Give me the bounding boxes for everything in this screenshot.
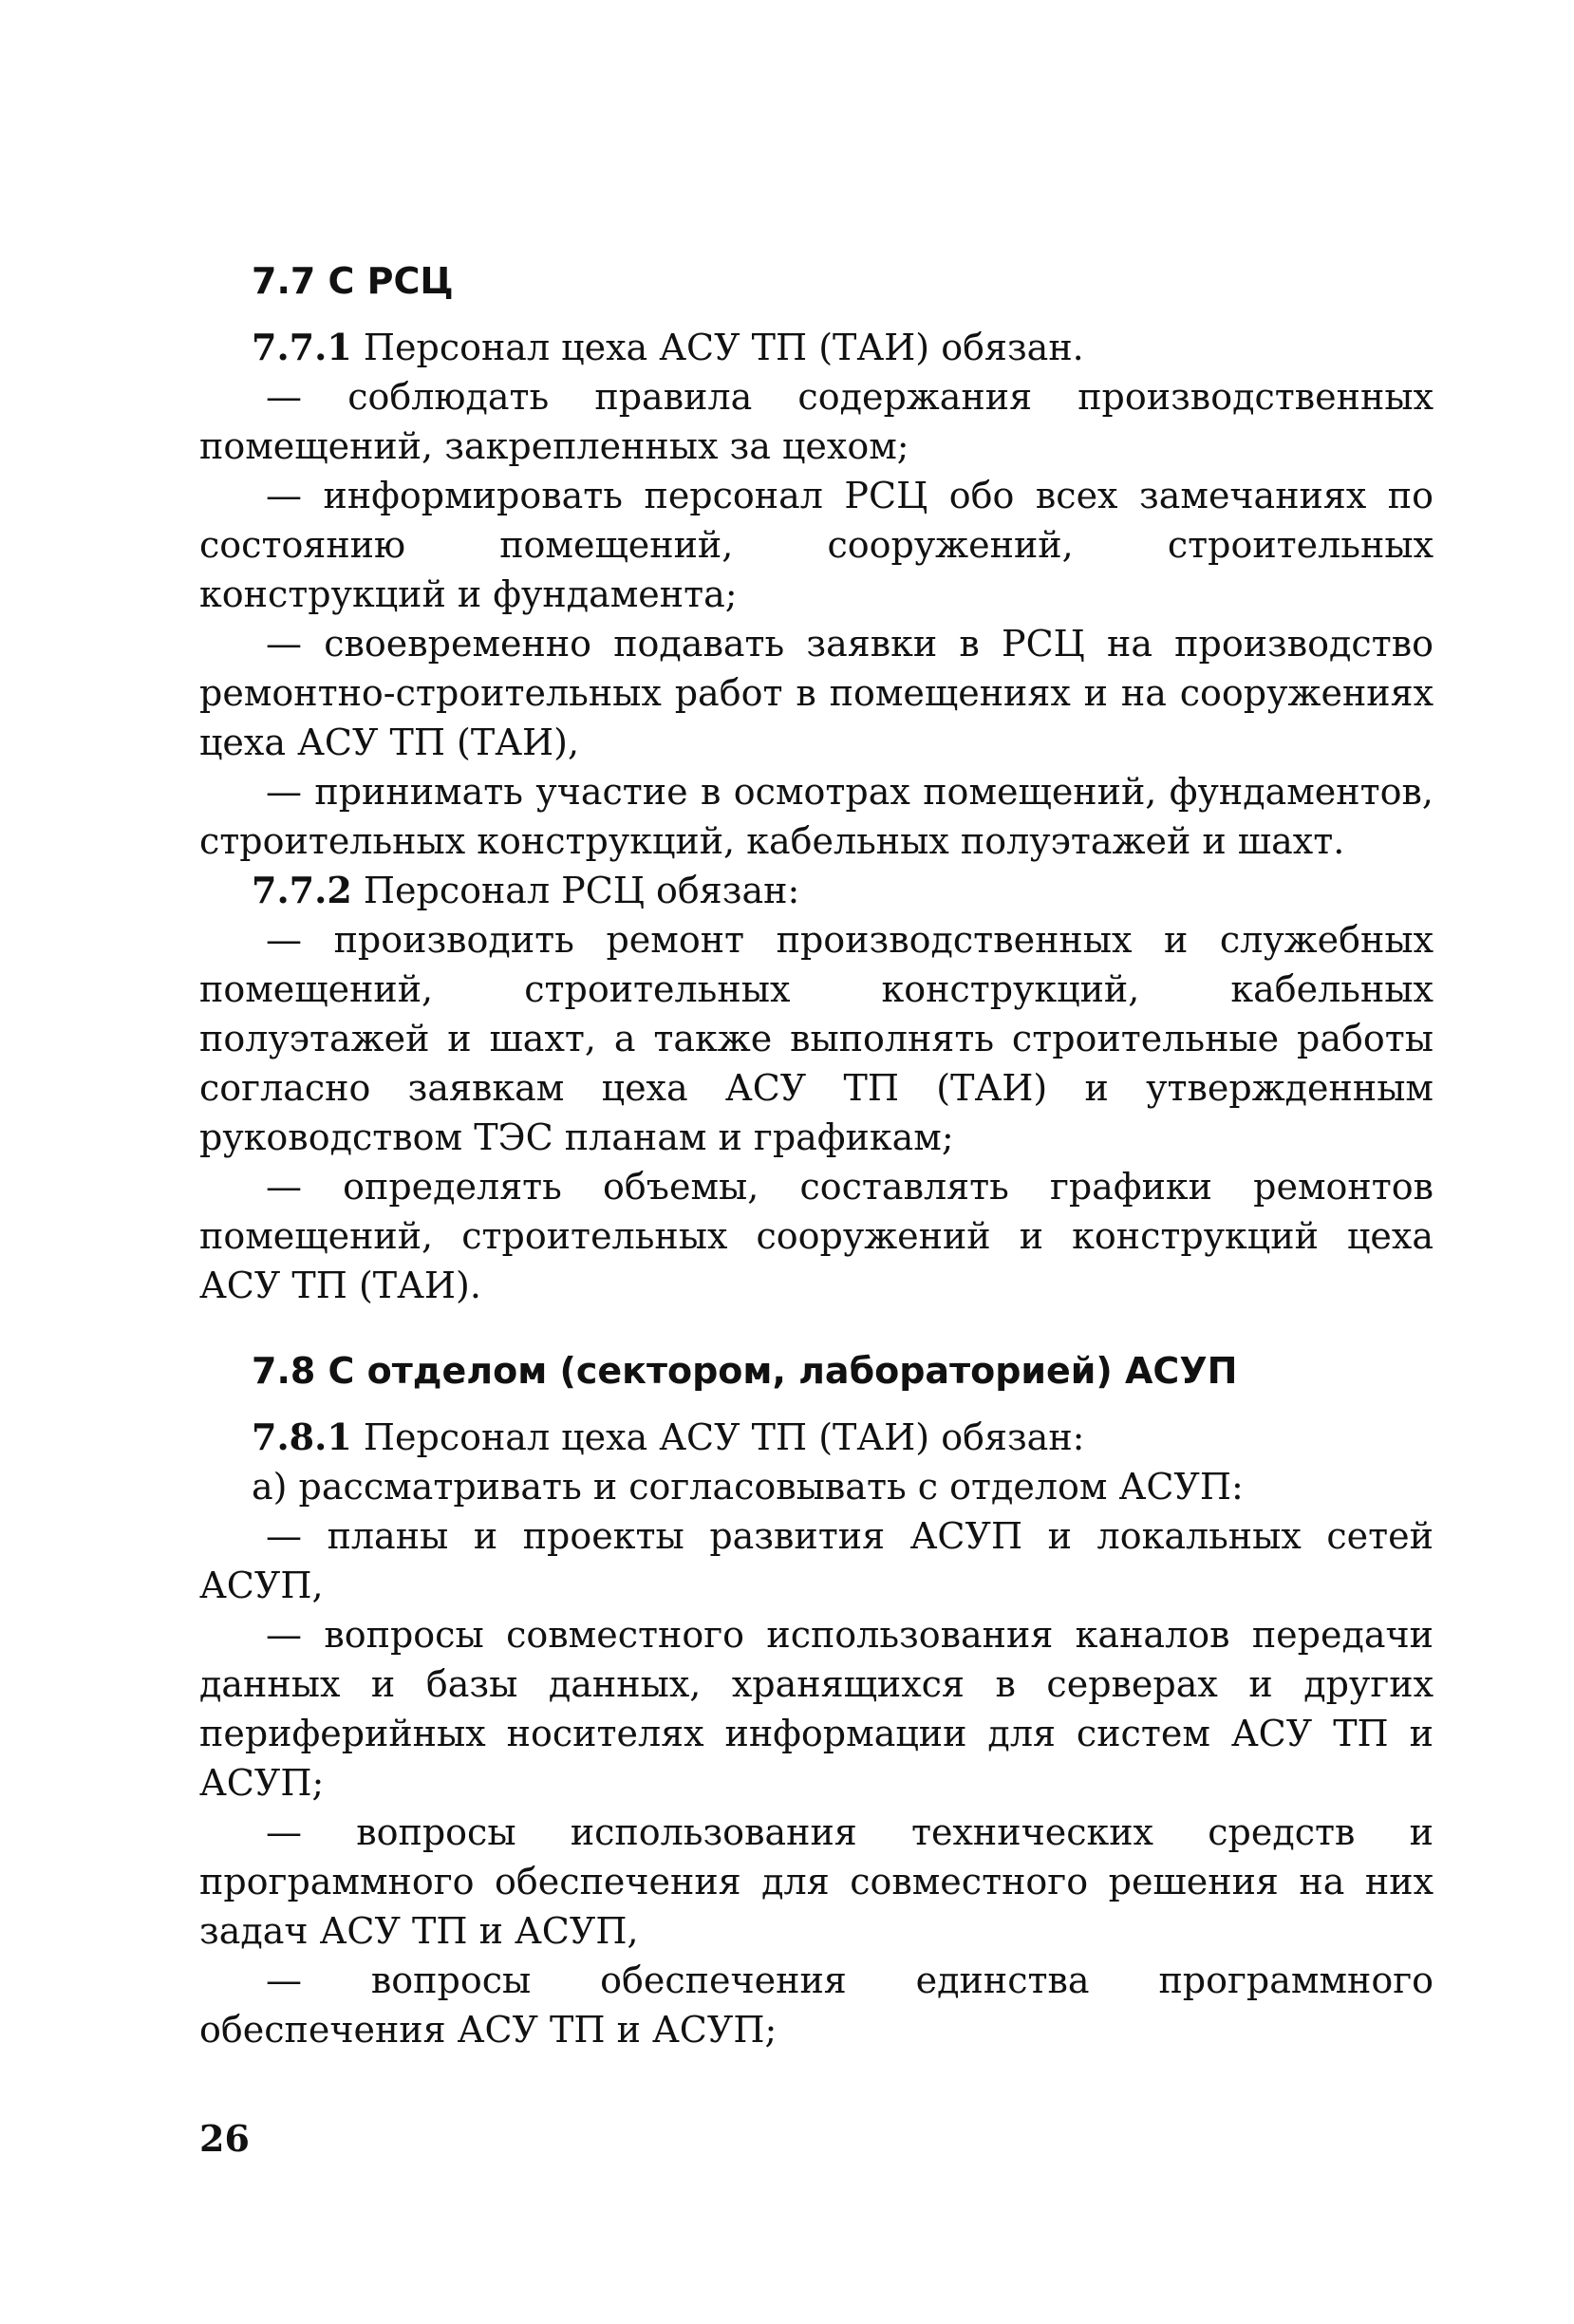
clause-text: Персонал цеха АСУ ТП (ТАИ) обязан.	[351, 327, 1084, 368]
list-item: — определять объемы, составлять графики ремонтов помещений, строительных сооружений и конструкций цеха АСУ ТП (ТАИ).	[199, 1166, 1433, 1306]
paragraph-7-7-1	[199, 323, 1433, 372]
subclause-a: а) рассматривать и согласовывать с отделом АСУП:	[252, 1466, 1244, 1508]
list-item: — планы и проекты развития АСУП и локальных сетей АСУП,	[199, 1515, 1433, 1606]
clause-number: 7.8.1	[252, 1415, 352, 1458]
clause-number: 7.7.2	[252, 869, 352, 911]
clause-number: 7.7.1	[252, 326, 352, 368]
section-7-7-heading: 7.7 С РСЦ	[252, 260, 454, 302]
list-item: — вопросы использования технических средств и программного обеспечения для совместного решения на них задач АСУ ТП и АСУП,	[199, 1811, 1433, 1952]
list-item: — производить ремонт производственных и служебных помещений, строительных конструкций, кабельных полуэтажей и шахт, а также выполнять строительные работы согласно заявкам цеха АСУ ТП (ТАИ) и утвержденным руководством ТЭС планам и графикам;	[199, 919, 1433, 1158]
list-item: — вопросы обеспечения единства программного обеспечения АСУ ТП и АСУП;	[199, 1959, 1433, 2051]
list-item: — вопросы совместного использования каналов передачи данных и базы данных, хранящихся в серверах и других периферийных носителях информации для систем АСУ ТП и АСУП;	[199, 1614, 1433, 1804]
list-item: — своевременно подавать заявки в РСЦ на производство ремонтно-строительных работ в помещениях и на сооружениях цеха АСУ ТП (ТАИ),	[199, 623, 1433, 763]
paragraph-7-8-1	[199, 1413, 1433, 1462]
paragraph-7-7-2	[199, 866, 1433, 915]
list-item: — принимать участие в осмотрах помещений, фундаментов, строительных конструкций, кабельных полуэтажей и шахт.	[199, 771, 1433, 862]
page-content	[199, 256, 1433, 2054]
clause-text: Персонал цеха АСУ ТП (ТАИ) обязан:	[351, 1416, 1085, 1458]
section-7-8-heading: 7.8 С отделом (сектором, лабораторией) АСУП	[252, 1350, 1238, 1392]
list-item: — информировать персонал РСЦ обо всех замечаниях по состоянию помещений, сооружений, строительных конструкций и фундамента;	[199, 475, 1433, 615]
list-item: — соблюдать правила содержания производственных помещений, закрепленных за цехом;	[199, 376, 1433, 467]
page-number: 26	[199, 2117, 250, 2160]
clause-text: Персонал РСЦ обязан:	[351, 870, 800, 911]
